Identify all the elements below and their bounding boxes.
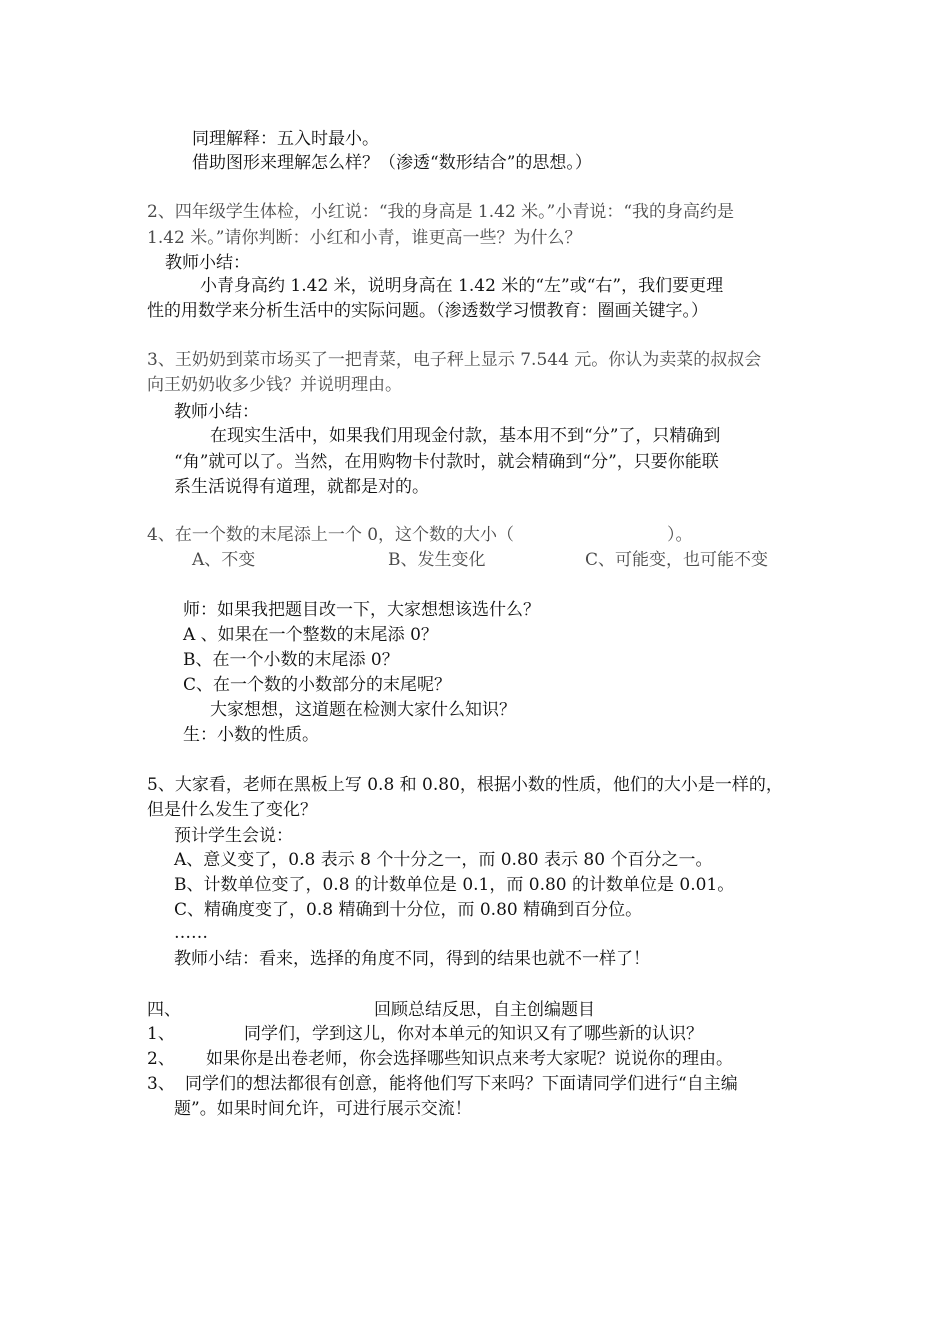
question-3-line-1: 3、王奶奶到菜市场买了一把青菜，电子秤上显示 7.544 元。你认为卖菜的叔叔会 [147,350,762,370]
intro-line-1: 同理解释：五入时最小。 [192,129,379,149]
section-4-item-3-number: 3、 [147,1074,175,1094]
question-2-summary-label: 教师小结： [165,253,250,273]
ellipsis: …… [174,923,208,943]
variant-a: A 、如果在一个整数的末尾添 0？ [183,625,438,645]
question-4-stem: 4、在一个数的末尾添上一个 0，这个数的大小（ [147,525,515,545]
section-4-item-3-text: 同学们的想法都很有创意，能将他们写下来吗？下面请同学们进行“自主编 [185,1074,738,1094]
section-4-item-1-text: 同学们，学到这儿，你对本单元的知识又有了哪些新的认识？ [244,1024,703,1044]
question-2-summary-line-2: 性的用数学来分析生活中的实际问题。（渗透数学习惯教育：圈画关键字。） [147,301,708,321]
section-4-number: 四、 [147,1000,181,1020]
question-4-option-c: C、可能变，也可能不变 [585,550,769,570]
section-4-item-2-text: 如果你是出卷老师，你会选择哪些知识点来考大家呢？说说你的理由。 [206,1049,733,1069]
answer-c: C、精确度变了，0.8 精确到十分位，而 0.80 精确到百分位。 [174,900,643,920]
question-2-line-2: 1.42 米。”请你判断：小红和小青，谁更高一些？为什么？ [147,228,582,248]
section-4-item-2-number: 2、 [147,1049,175,1069]
expected-answers-label: 预计学生会说： [174,826,293,846]
question-2-summary-line-1: 小青身高约 1.42 米，说明身高在 1.42 米的“左”或“右”，我们要更理 [200,276,724,296]
knowledge-prompt: 大家想想，这道题在检测大家什么知识？ [210,700,516,720]
question-3-summary-line-2: “角”就可以了。当然，在用购物卡付款时，就会精确到“分”，只要你能联 [174,452,719,472]
section-4-title: 回顾总结反思，自主创编题目 [374,1000,595,1020]
intro-line-2: 借助图形来理解怎么样？（渗透“数形结合”的思想。） [192,153,592,173]
question-3-summary-line-1: 在现实生活中，如果我们用现金付款，基本用不到“分”了，只精确到 [210,426,721,446]
question-5-summary: 教师小结：看来，选择的角度不同，得到的结果也就不一样了！ [174,949,650,969]
section-4-item-3-continuation: 题”。如果时间允许，可进行展示交流！ [174,1099,472,1119]
student-answer: 生：小数的性质。 [183,725,319,745]
question-4-option-b: B、发生变化 [388,550,486,570]
variant-c: C、在一个数的小数部分的末尾呢？ [183,675,452,695]
section-4-item-1-number: 1、 [147,1024,175,1044]
variant-b: B、在一个小数的末尾添 0？ [183,650,399,670]
answer-b: B、计数单位变了，0.8 的计数单位是 0.1，而 0.80 的计数单位是 0.01。 [174,875,735,895]
question-3-summary-label: 教师小结： [174,402,259,422]
question-3-summary-line-3: 系生活说得有道理，就都是对的。 [174,477,429,497]
question-3-line-2: 向王奶奶收多少钱？并说明理由。 [147,375,402,395]
teacher-question: 师：如果我把题目改一下，大家想想该选什么？ [183,600,540,620]
question-4-option-a: A、不变 [192,550,256,570]
question-5-line-1: 5、大家看，老师在黑板上写 0.8 和 0.80，根据小数的性质，他们的大小是一样的， [147,775,783,795]
question-4-stem-end: ）。 [667,525,693,545]
answer-a: A、意义变了，0.8 表示 8 个十分之一，而 0.80 表示 80 个百分之一。 [174,850,713,870]
question-2-line-1: 2、四年级学生体检，小红说：“我的身高是 1.42 米。”小青说：“我的身高约是 [147,202,735,222]
question-5-line-2: 但是什么发生了变化？ [147,800,317,820]
